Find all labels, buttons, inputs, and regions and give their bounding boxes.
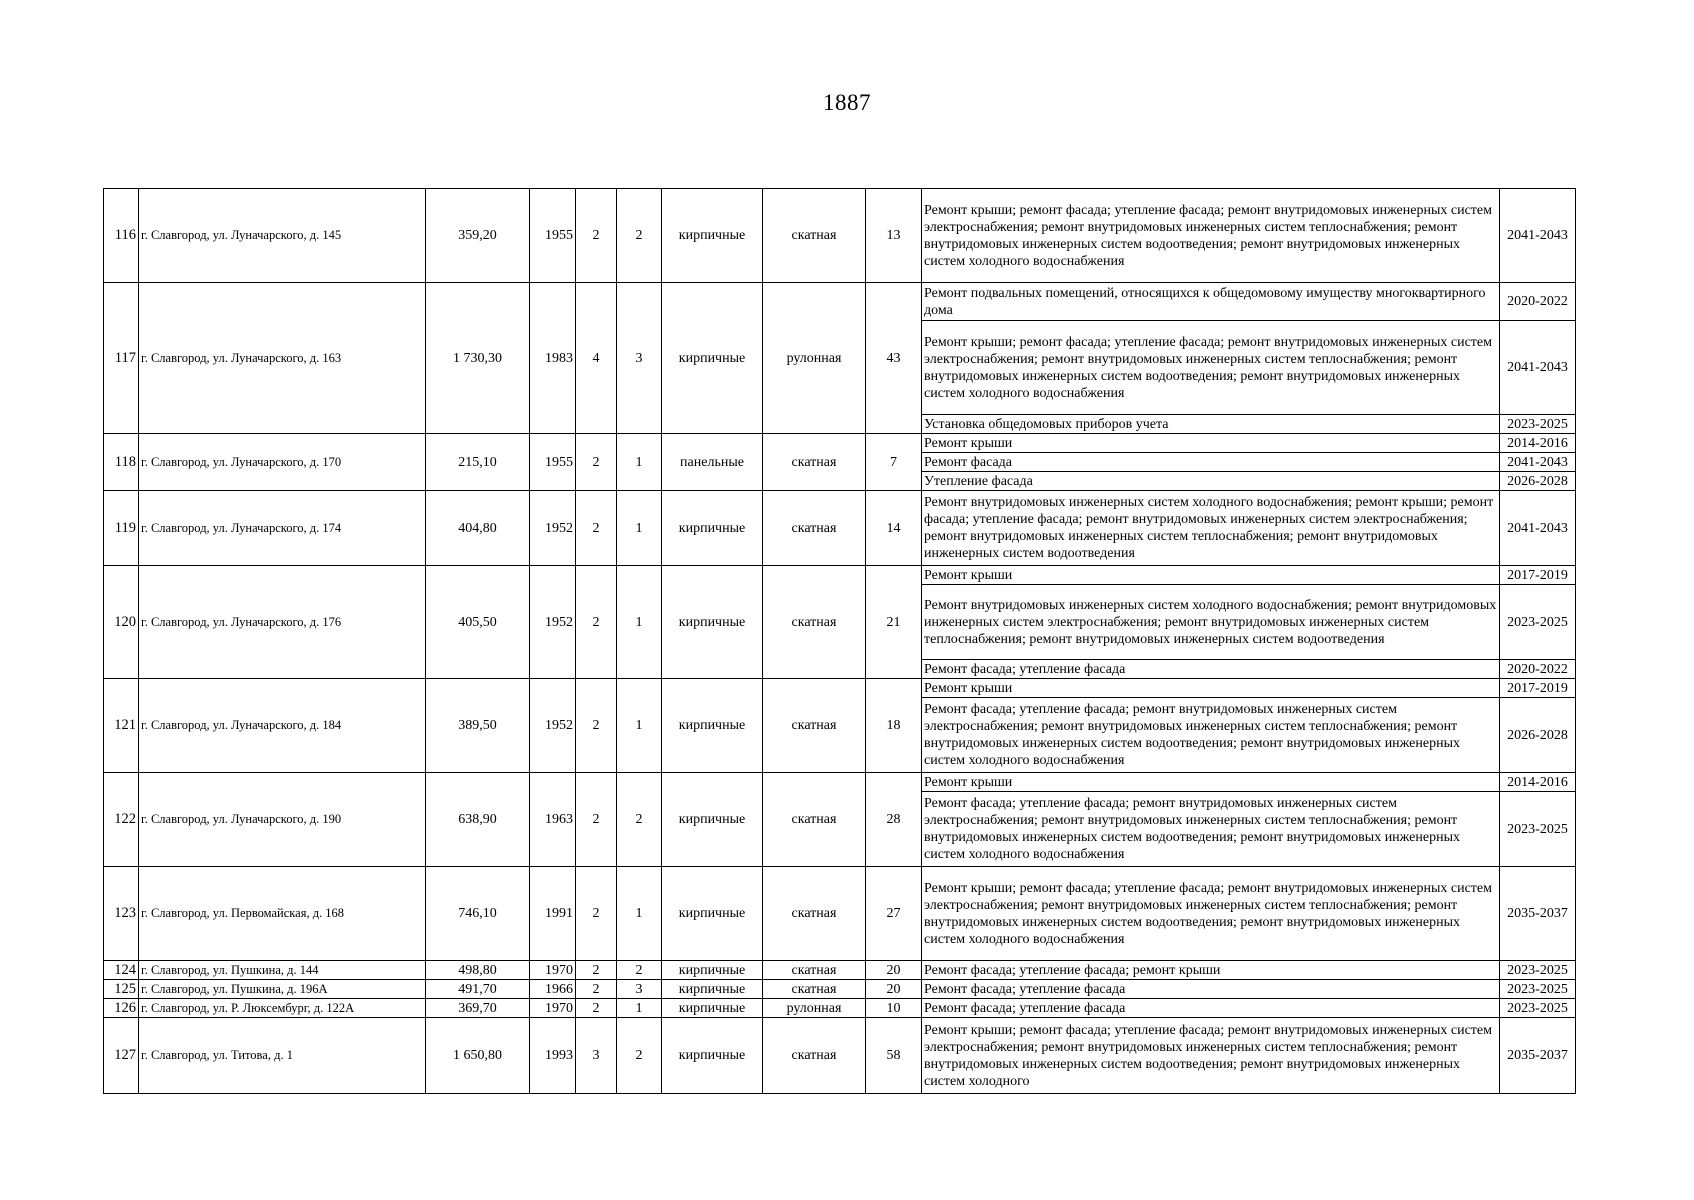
work-description-cell: Ремонт фасада; утепление фасада; ремонт крыши bbox=[922, 961, 1500, 980]
work-description-cell: Ремонт внутридомовых инженерных систем холодного водоснабжения; ремонт крыши; ремонт фасада; утепление фасада; ремонт внутридомовых инженерных систем электроснабжения; ремонт внутридомовых инженерных систем теплоснабжения; ремонт внутридомовых инженерных систем водоотведения bbox=[922, 491, 1500, 566]
address-cell: г. Славгород, ул. Пушкина, д. 196А bbox=[139, 980, 426, 999]
walls-cell: кирпичные bbox=[662, 867, 763, 961]
floors-cell: 2 bbox=[576, 999, 617, 1018]
address-cell: г. Славгород, ул. Первомайская, д. 168 bbox=[139, 867, 426, 961]
entrances-cell: 1 bbox=[617, 867, 662, 961]
work-period-cell: 2026-2028 bbox=[1500, 472, 1576, 491]
floors-cell: 2 bbox=[576, 566, 617, 679]
work-period-cell: 2023-2025 bbox=[1500, 999, 1576, 1018]
entrances-cell: 1 bbox=[617, 999, 662, 1018]
year-cell: 1955 bbox=[530, 434, 576, 491]
entrances-cell: 3 bbox=[617, 980, 662, 999]
address-cell: г. Славгород, ул. Р. Люксембург, д. 122А bbox=[139, 999, 426, 1018]
work-description-cell: Ремонт фасада; утепление фасада; ремонт внутридомовых инженерных систем электроснабжения; ремонт внутридомовых инженерных систем теплоснабжения; ремонт внутридомовых инженерных систем водоотведения; ремонт внутридомовых инженерных систем холодного водоснабжения bbox=[922, 698, 1500, 773]
year-cell: 1991 bbox=[530, 867, 576, 961]
roof-cell: рулонная bbox=[763, 283, 866, 434]
apartments-cell: 14 bbox=[866, 491, 922, 566]
entrances-cell: 2 bbox=[617, 773, 662, 867]
work-description-cell: Ремонт крыши bbox=[922, 679, 1500, 698]
year-cell: 1952 bbox=[530, 679, 576, 773]
entrances-cell: 1 bbox=[617, 491, 662, 566]
work-period-cell: 2035-2037 bbox=[1500, 867, 1576, 961]
apartments-cell: 43 bbox=[866, 283, 922, 434]
table-row bbox=[104, 189, 1576, 283]
work-period-cell: 2026-2028 bbox=[1500, 698, 1576, 773]
roof-cell: скатная bbox=[763, 679, 866, 773]
work-period-cell: 2035-2037 bbox=[1500, 1018, 1576, 1094]
work-description-cell: Ремонт фасада; утепление фасада bbox=[922, 999, 1500, 1018]
area-cell: 498,80 bbox=[426, 961, 530, 980]
work-description-cell: Ремонт крыши; ремонт фасада; утепление фасада; ремонт внутридомовых инженерных систем электроснабжения; ремонт внутридомовых инженерных систем теплоснабжения; ремонт внутридомовых инженерных систем водоотведения; ремонт внутридомовых инженерных систем холодного bbox=[922, 1018, 1500, 1094]
row-number: 122 bbox=[104, 773, 139, 867]
walls-cell: кирпичные bbox=[662, 566, 763, 679]
entrances-cell: 2 bbox=[617, 1018, 662, 1094]
address-cell: г. Славгород, ул. Титова, д. 1 bbox=[139, 1018, 426, 1094]
table-row bbox=[104, 434, 1576, 453]
work-period-cell: 2017-2019 bbox=[1500, 679, 1576, 698]
roof-cell: скатная bbox=[763, 189, 866, 283]
walls-cell: кирпичные bbox=[662, 1018, 763, 1094]
row-number: 119 bbox=[104, 491, 139, 566]
work-period-cell: 2041-2043 bbox=[1500, 321, 1576, 415]
area-cell: 1 650,80 bbox=[426, 1018, 530, 1094]
row-number: 121 bbox=[104, 679, 139, 773]
address-cell: г. Славгород, ул. Луначарского, д. 184 bbox=[139, 679, 426, 773]
area-cell: 405,50 bbox=[426, 566, 530, 679]
apartments-cell: 28 bbox=[866, 773, 922, 867]
address-cell: г. Славгород, ул. Луначарского, д. 145 bbox=[139, 189, 426, 283]
apartments-cell: 13 bbox=[866, 189, 922, 283]
floors-cell: 2 bbox=[576, 773, 617, 867]
work-period-cell: 2020-2022 bbox=[1500, 283, 1576, 321]
area-cell: 638,90 bbox=[426, 773, 530, 867]
work-period-cell: 2023-2025 bbox=[1500, 585, 1576, 660]
floors-cell: 2 bbox=[576, 867, 617, 961]
entrances-cell: 1 bbox=[617, 679, 662, 773]
work-description-cell: Ремонт внутридомовых инженерных систем холодного водоснабжения; ремонт внутридомовых инженерных систем электроснабжения; ремонт внутридомовых инженерных систем теплоснабжения; ремонт внутридомовых инженерных систем водоотведения bbox=[922, 585, 1500, 660]
work-description-cell: Ремонт крыши bbox=[922, 773, 1500, 792]
year-cell: 1970 bbox=[530, 999, 576, 1018]
address-cell: г. Славгород, ул. Луначарского, д. 176 bbox=[139, 566, 426, 679]
address-cell: г. Славгород, ул. Луначарского, д. 174 bbox=[139, 491, 426, 566]
table-row bbox=[104, 1018, 1576, 1094]
row-number: 125 bbox=[104, 980, 139, 999]
apartments-cell: 10 bbox=[866, 999, 922, 1018]
floors-cell: 2 bbox=[576, 980, 617, 999]
table-row bbox=[104, 773, 1576, 792]
year-cell: 1966 bbox=[530, 980, 576, 999]
roof-cell: скатная bbox=[763, 980, 866, 999]
work-period-cell: 2023-2025 bbox=[1500, 980, 1576, 999]
work-period-cell: 2014-2016 bbox=[1500, 434, 1576, 453]
apartments-cell: 27 bbox=[866, 867, 922, 961]
entrances-cell: 1 bbox=[617, 566, 662, 679]
work-period-cell: 2041-2043 bbox=[1500, 491, 1576, 566]
work-description-cell: Ремонт крыши; ремонт фасада; утепление фасада; ремонт внутридомовых инженерных систем электроснабжения; ремонт внутридомовых инженерных систем теплоснабжения; ремонт внутридомовых инженерных систем водоотведения; ремонт внутридомовых инженерных систем холодного водоснабжения bbox=[922, 321, 1500, 415]
walls-cell: кирпичные bbox=[662, 189, 763, 283]
table-row bbox=[104, 566, 1576, 585]
entrances-cell: 2 bbox=[617, 189, 662, 283]
table-row bbox=[104, 980, 1576, 999]
year-cell: 1970 bbox=[530, 961, 576, 980]
row-number: 118 bbox=[104, 434, 139, 491]
entrances-cell: 2 bbox=[617, 961, 662, 980]
floors-cell: 3 bbox=[576, 1018, 617, 1094]
table-row bbox=[104, 679, 1576, 698]
row-number: 124 bbox=[104, 961, 139, 980]
address-cell: г. Славгород, ул. Пушкина, д. 144 bbox=[139, 961, 426, 980]
walls-cell: кирпичные bbox=[662, 980, 763, 999]
entrances-cell: 1 bbox=[617, 434, 662, 491]
area-cell: 491,70 bbox=[426, 980, 530, 999]
walls-cell: кирпичные bbox=[662, 999, 763, 1018]
table-row bbox=[104, 283, 1576, 321]
walls-cell: кирпичные bbox=[662, 491, 763, 566]
work-period-cell: 2023-2025 bbox=[1500, 961, 1576, 980]
table-body bbox=[104, 189, 1576, 1094]
page-number: 1887 bbox=[823, 90, 871, 115]
floors-cell: 4 bbox=[576, 283, 617, 434]
year-cell: 1963 bbox=[530, 773, 576, 867]
work-period-cell: 2014-2016 bbox=[1500, 773, 1576, 792]
row-number: 123 bbox=[104, 867, 139, 961]
entrances-cell: 3 bbox=[617, 283, 662, 434]
year-cell: 1983 bbox=[530, 283, 576, 434]
work-description-cell: Ремонт крыши bbox=[922, 566, 1500, 585]
year-cell: 1955 bbox=[530, 189, 576, 283]
area-cell: 1 730,30 bbox=[426, 283, 530, 434]
apartments-cell: 20 bbox=[866, 980, 922, 999]
work-description-cell: Ремонт крыши; ремонт фасада; утепление фасада; ремонт внутридомовых инженерных систем электроснабжения; ремонт внутридомовых инженерных систем теплоснабжения; ремонт внутридомовых инженерных систем водоотведения; ремонт внутридомовых инженерных систем холодного водоснабжения bbox=[922, 867, 1500, 961]
repair-program-table bbox=[103, 188, 1576, 1094]
walls-cell: панельные bbox=[662, 434, 763, 491]
row-number: 127 bbox=[104, 1018, 139, 1094]
work-description-cell: Ремонт крыши; ремонт фасада; утепление фасада; ремонт внутридомовых инженерных систем электроснабжения; ремонт внутридомовых инженерных систем теплоснабжения; ремонт внутридомовых инженерных систем водоотведения; ремонт внутридомовых инженерных систем холодного водоснабжения bbox=[922, 189, 1500, 283]
walls-cell: кирпичные bbox=[662, 773, 763, 867]
floors-cell: 2 bbox=[576, 434, 617, 491]
apartments-cell: 20 bbox=[866, 961, 922, 980]
walls-cell: кирпичные bbox=[662, 961, 763, 980]
address-cell: г. Славгород, ул. Луначарского, д. 170 bbox=[139, 434, 426, 491]
apartments-cell: 18 bbox=[866, 679, 922, 773]
walls-cell: кирпичные bbox=[662, 283, 763, 434]
work-period-cell: 2023-2025 bbox=[1500, 415, 1576, 434]
roof-cell: скатная bbox=[763, 434, 866, 491]
row-number: 116 bbox=[104, 189, 139, 283]
floors-cell: 2 bbox=[576, 961, 617, 980]
year-cell: 1993 bbox=[530, 1018, 576, 1094]
area-cell: 389,50 bbox=[426, 679, 530, 773]
table-row bbox=[104, 999, 1576, 1018]
roof-cell: скатная bbox=[763, 566, 866, 679]
work-period-cell: 2041-2043 bbox=[1500, 453, 1576, 472]
work-description-cell: Ремонт крыши bbox=[922, 434, 1500, 453]
area-cell: 215,10 bbox=[426, 434, 530, 491]
work-period-cell: 2020-2022 bbox=[1500, 660, 1576, 679]
work-description-cell: Утепление фасада bbox=[922, 472, 1500, 491]
work-description-cell: Ремонт фасада; утепление фасада bbox=[922, 660, 1500, 679]
apartments-cell: 21 bbox=[866, 566, 922, 679]
row-number: 120 bbox=[104, 566, 139, 679]
area-cell: 404,80 bbox=[426, 491, 530, 566]
work-description-cell: Ремонт фасада; утепление фасада; ремонт внутридомовых инженерных систем электроснабжения; ремонт внутридомовых инженерных систем теплоснабжения; ремонт внутридомовых инженерных систем водоотведения; ремонт внутридомовых инженерных систем холодного водоснабжения bbox=[922, 792, 1500, 867]
table-row bbox=[104, 961, 1576, 980]
address-cell: г. Славгород, ул. Луначарского, д. 163 bbox=[139, 283, 426, 434]
work-description-cell: Установка общедомовых приборов учета bbox=[922, 415, 1500, 434]
work-period-cell: 2023-2025 bbox=[1500, 792, 1576, 867]
work-description-cell: Ремонт фасада bbox=[922, 453, 1500, 472]
roof-cell: скатная bbox=[763, 773, 866, 867]
walls-cell: кирпичные bbox=[662, 679, 763, 773]
work-description-cell: Ремонт подвальных помещений, относящихся к общедомовому имуществу многоквартирного дома bbox=[922, 283, 1500, 321]
floors-cell: 2 bbox=[576, 679, 617, 773]
roof-cell: скатная bbox=[763, 867, 866, 961]
floors-cell: 2 bbox=[576, 491, 617, 566]
table-row bbox=[104, 867, 1576, 961]
row-number: 126 bbox=[104, 999, 139, 1018]
apartments-cell: 7 bbox=[866, 434, 922, 491]
roof-cell: рулонная bbox=[763, 999, 866, 1018]
area-cell: 359,20 bbox=[426, 189, 530, 283]
work-period-cell: 2041-2043 bbox=[1500, 189, 1576, 283]
area-cell: 746,10 bbox=[426, 867, 530, 961]
roof-cell: скатная bbox=[763, 961, 866, 980]
work-period-cell: 2017-2019 bbox=[1500, 566, 1576, 585]
year-cell: 1952 bbox=[530, 566, 576, 679]
table-row bbox=[104, 491, 1576, 566]
work-description-cell: Ремонт фасада; утепление фасада bbox=[922, 980, 1500, 999]
year-cell: 1952 bbox=[530, 491, 576, 566]
apartments-cell: 58 bbox=[866, 1018, 922, 1094]
floors-cell: 2 bbox=[576, 189, 617, 283]
roof-cell: скатная bbox=[763, 1018, 866, 1094]
area-cell: 369,70 bbox=[426, 999, 530, 1018]
roof-cell: скатная bbox=[763, 491, 866, 566]
address-cell: г. Славгород, ул. Луначарского, д. 190 bbox=[139, 773, 426, 867]
row-number: 117 bbox=[104, 283, 139, 434]
